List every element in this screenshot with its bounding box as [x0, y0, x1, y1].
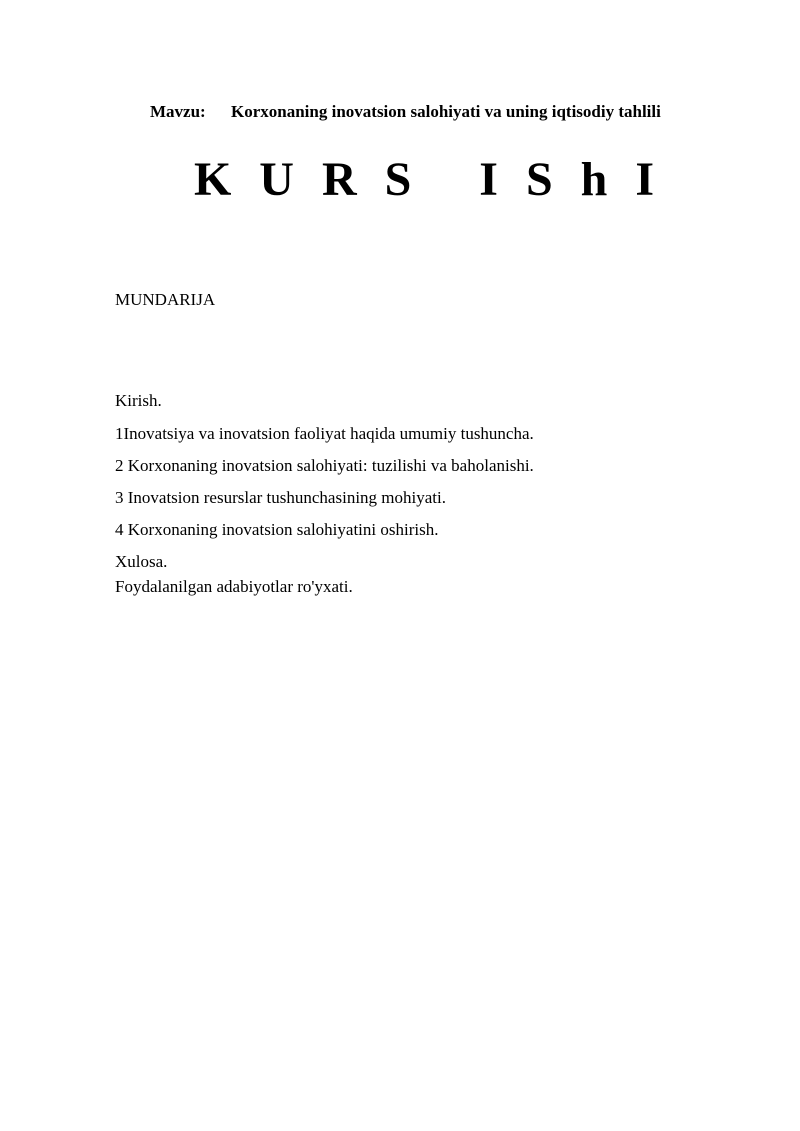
topic-line	[150, 102, 661, 122]
toc-item-chapter-1: 1Inovatsiya va inovatsion faoliyat haqida umumiy tushuncha.	[115, 424, 534, 443]
toc-item-chapter-2: 2 Korxonaning inovatsion salohiyati: tuzilishi va baholanishi.	[115, 456, 534, 475]
document-title: K U R S I S h I	[193, 153, 663, 206]
topic-text: Korxonaning inovatsion salohiyati va uning iqtisodiy tahlili	[231, 102, 661, 121]
toc-item-introduction: Kirish.	[115, 391, 162, 410]
contents-heading: MUNDARIJA	[115, 290, 216, 309]
toc-item-conclusion: Xulosa.	[115, 552, 168, 571]
toc-item-chapter-4: 4 Korxonaning inovatsion salohiyatini oshirish.	[115, 520, 439, 539]
topic-label: Mavzu:	[150, 102, 206, 121]
toc-item-references: Foydalanilgan adabiyotlar ro'yxati.	[115, 577, 353, 596]
toc-item-chapter-3: 3 Inovatsion resurslar tushunchasining mohiyati.	[115, 488, 446, 507]
